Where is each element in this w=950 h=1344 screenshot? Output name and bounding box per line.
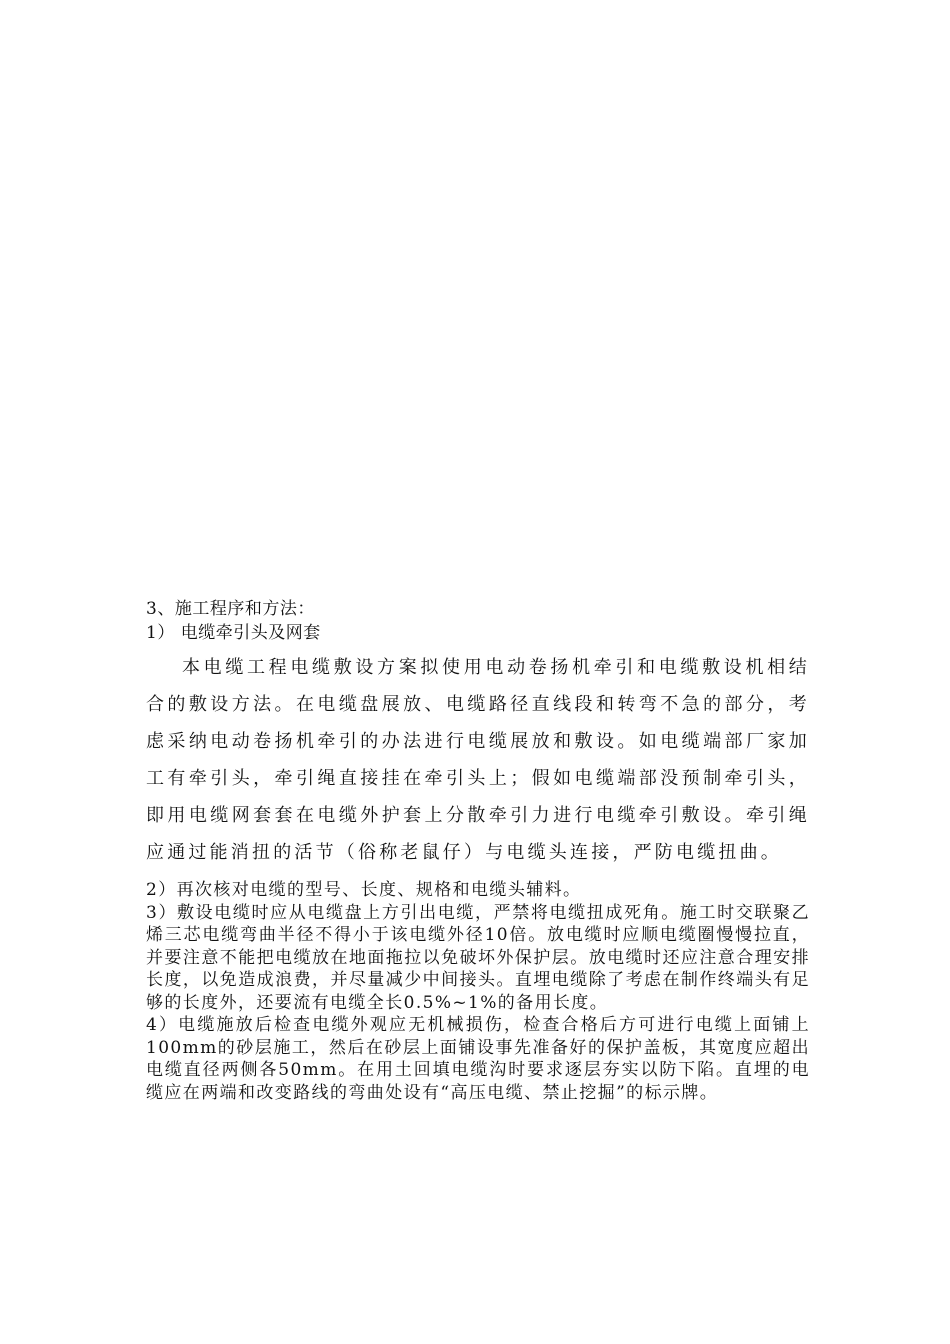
section-heading: 3、施工程序和方法：	[146, 599, 315, 619]
list-item-4: 4）电缆施放后检查电缆外观应无机械损伤，检查合格后方可进行电缆上面铺上100mm的砂层施工，然后在砂层上面铺设事先准备好的保护盖板，其宽度应超出电缆直径两侧各50mm。在用土回填电缆沟时要求逐层夯实以防下陷。直埋的电缆应在两端和改变路线的弯曲处设有“高压电缆、禁止挖掘”的标示牌。	[146, 1015, 810, 1103]
subsection-title: 1） 电缆牵引头及网套	[146, 623, 321, 643]
document-body	[146, 597, 810, 1104]
paragraph-cable-pulling: 本电缆工程电缆敷设方案拟使用电动卷扬机牵引和电缆敷设机相结合的敷设方法。在电缆盘展放、电缆路径直线段和转弯不急的部分，考虑采纳电动卷扬机牵引的办法进行电缆展放和敷设。如电缆端部厂家加工有牵引头，牵引绳直接挂在牵引头上；假如电缆端部没预制牵引头，即用电缆网套套在电缆外护套上分散牵引力进行电缆牵引敷设。牵引绳应通过能消扭的活节（俗称老鼠仔）与电缆头连接，严防电缆扭曲。	[146, 657, 810, 863]
list-item-2: 2）再次核对电缆的型号、长度、规格和电缆头辅料。	[146, 880, 582, 900]
list-item-3: 3）敷设电缆时应从电缆盘上方引出电缆，严禁将电缆扭成死角。施工时交联聚乙烯三芯电缆弯曲半径不得小于该电缆外径10倍。放电缆时应顺电缆圈慢慢拉直，并要注意不能把电缆放在地面拖拉以免破坏外保护层。放电缆时还应注意合理安排长度，以免造成浪费，并尽量减少中间接头。直埋电缆除了考虑在制作终端头有足够的长度外，还要流有电缆全长0.5%~1%的备用长度。	[146, 902, 810, 1013]
